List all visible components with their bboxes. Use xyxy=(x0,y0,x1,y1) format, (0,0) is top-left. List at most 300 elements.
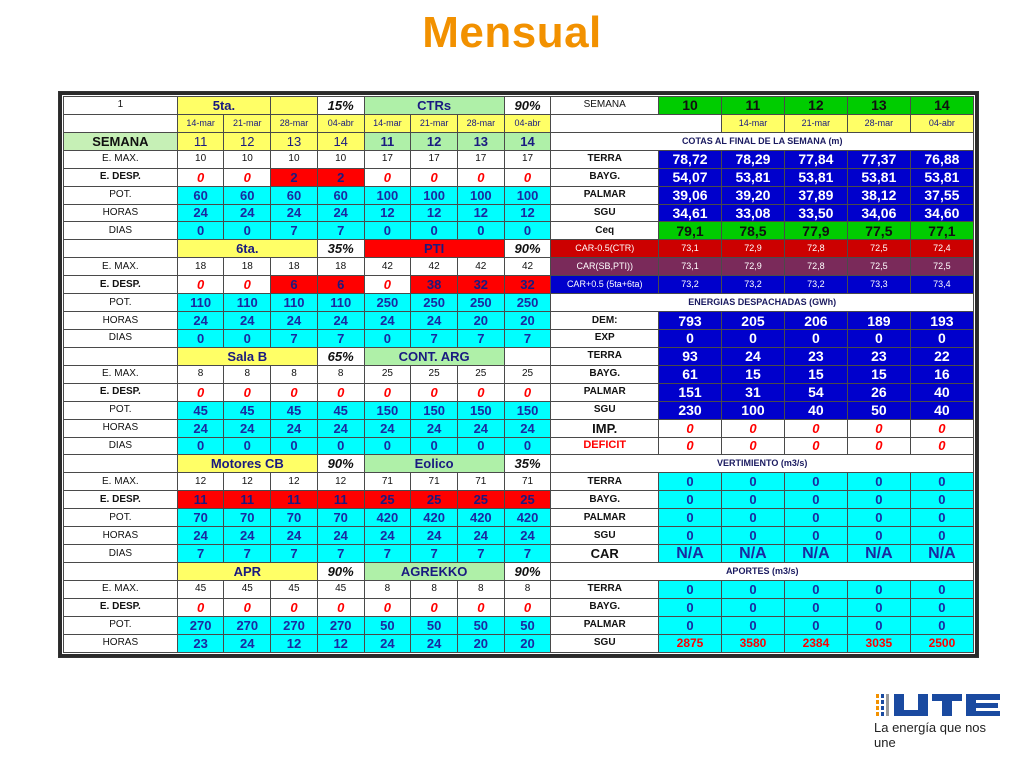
value-cell: 250 xyxy=(364,294,411,312)
row-label: E. MAX. xyxy=(64,258,178,276)
value-cell: 18 xyxy=(271,258,318,276)
value-cell: 17 xyxy=(364,150,411,168)
value-cell: 110 xyxy=(317,294,364,312)
row-label: E. DESP. xyxy=(64,598,178,616)
metric-value: 50 xyxy=(847,401,910,419)
value-cell: 7 xyxy=(411,329,458,347)
metric-value: 0 xyxy=(659,419,722,437)
metric-value: 0 xyxy=(910,419,973,437)
metric-value: 0 xyxy=(659,598,722,616)
metric-value: 0 xyxy=(721,473,784,491)
metric-value: 189 xyxy=(847,312,910,330)
value-cell: 24 xyxy=(224,634,271,652)
metric-value: 15 xyxy=(721,365,784,383)
value-cell: 24 xyxy=(317,419,364,437)
metric-value: 2500 xyxy=(910,634,973,652)
value-cell: 24 xyxy=(364,312,411,330)
metric-value: 37,89 xyxy=(784,186,847,204)
metric-value: 0 xyxy=(910,527,973,545)
value-cell: 0 xyxy=(317,437,364,455)
value-cell: 20 xyxy=(457,312,504,330)
metric-label: SGU xyxy=(551,634,659,652)
value-cell: 7 xyxy=(457,329,504,347)
date-cell: 21-mar xyxy=(224,114,271,132)
date-cell: 28-mar xyxy=(271,114,318,132)
section-label: APR xyxy=(177,562,317,580)
metric-value: 0 xyxy=(659,509,722,527)
metric-value: 0 xyxy=(659,580,722,598)
value-cell: 0 xyxy=(504,383,551,401)
metric-label: TERRA xyxy=(551,347,659,365)
brand-tagline: La energía que nos une xyxy=(874,720,987,750)
value-cell: 0 xyxy=(457,598,504,616)
value-cell: 150 xyxy=(504,401,551,419)
value-cell: 0 xyxy=(224,168,271,186)
value-cell: 270 xyxy=(177,616,224,634)
metric-value: 0 xyxy=(784,527,847,545)
week-cell: 12 xyxy=(224,132,271,150)
table-row xyxy=(64,437,974,455)
value-cell: 20 xyxy=(504,312,551,330)
section-label: AGREKKO xyxy=(364,562,504,580)
table-row xyxy=(64,150,974,168)
metric-value: 72,5 xyxy=(910,258,973,276)
value-cell: 100 xyxy=(411,186,458,204)
metric-value: 0 xyxy=(910,616,973,634)
value-cell: 24 xyxy=(177,419,224,437)
week-cell: 11 xyxy=(364,132,411,150)
metric-value: 2875 xyxy=(659,634,722,652)
value-cell: 12 xyxy=(224,473,271,491)
value-cell: 42 xyxy=(411,258,458,276)
metric-value: 0 xyxy=(721,419,784,437)
value-cell: 24 xyxy=(411,312,458,330)
value-cell: 32 xyxy=(504,276,551,294)
value-cell: 18 xyxy=(177,258,224,276)
table-row xyxy=(64,240,974,258)
metric-value: 0 xyxy=(910,598,973,616)
section-label: Sala B xyxy=(177,347,317,365)
value-cell: 420 xyxy=(364,509,411,527)
metric-value: 72,5 xyxy=(847,258,910,276)
value-cell: 24 xyxy=(504,527,551,545)
value-cell: 110 xyxy=(271,294,318,312)
value-cell: 8 xyxy=(457,580,504,598)
value-cell: 7 xyxy=(411,545,458,563)
value-cell: 25 xyxy=(411,491,458,509)
row-label: E. MAX. xyxy=(64,580,178,598)
blank xyxy=(64,562,178,580)
metric-value: 53,81 xyxy=(910,168,973,186)
table-row xyxy=(64,491,974,509)
section-fill xyxy=(271,97,318,115)
metric-value: 0 xyxy=(847,580,910,598)
week-cell: 11 xyxy=(177,132,224,150)
week-header: 11 xyxy=(721,97,784,115)
value-cell: 24 xyxy=(457,419,504,437)
value-cell: 7 xyxy=(317,545,364,563)
metric-value: 0 xyxy=(721,329,784,347)
value-cell: 100 xyxy=(364,186,411,204)
date-cell: 14-mar xyxy=(721,114,784,132)
week-header: 12 xyxy=(784,97,847,115)
section-percent: 35% xyxy=(317,240,364,258)
value-cell: 60 xyxy=(317,186,364,204)
date-cell: 28-mar xyxy=(847,114,910,132)
value-cell: 0 xyxy=(271,437,318,455)
value-cell: 25 xyxy=(364,365,411,383)
value-cell: 24 xyxy=(224,204,271,222)
table-row xyxy=(64,545,974,563)
metric-label: EXP xyxy=(551,329,659,347)
metric-value: 53,81 xyxy=(721,168,784,186)
value-cell: 24 xyxy=(364,527,411,545)
value-cell: 50 xyxy=(504,616,551,634)
value-cell: 11 xyxy=(177,491,224,509)
table-row xyxy=(64,114,974,132)
value-cell: 7 xyxy=(504,329,551,347)
metric-label: IMP. xyxy=(551,419,659,437)
value-cell: 25 xyxy=(457,491,504,509)
section-percent xyxy=(504,347,551,365)
date-cell: 21-mar xyxy=(784,114,847,132)
section-label: 6ta. xyxy=(177,240,317,258)
metric-label: TERRA xyxy=(551,580,659,598)
row-label: E. DESP. xyxy=(64,168,178,186)
value-cell: 0 xyxy=(411,383,458,401)
section-percent: 90% xyxy=(504,240,551,258)
metric-value: 79,1 xyxy=(659,222,722,240)
metric-label: CAR(SB,PTI)) xyxy=(551,258,659,276)
value-cell: 8 xyxy=(271,365,318,383)
section-label: PTI xyxy=(364,240,504,258)
row-label: POT. xyxy=(64,401,178,419)
value-cell: 270 xyxy=(271,616,318,634)
value-cell: 270 xyxy=(224,616,271,634)
table-row xyxy=(64,258,974,276)
metric-value: 73,2 xyxy=(784,276,847,294)
value-cell: 24 xyxy=(411,634,458,652)
metric-value: 0 xyxy=(847,616,910,634)
value-cell: 24 xyxy=(271,204,318,222)
value-cell: 0 xyxy=(364,329,411,347)
table-row xyxy=(64,401,974,419)
row-label: POT. xyxy=(64,186,178,204)
metric-value: 0 xyxy=(659,616,722,634)
value-cell: 0 xyxy=(411,437,458,455)
value-cell: 7 xyxy=(224,545,271,563)
table-row xyxy=(64,473,974,491)
blank xyxy=(64,347,178,365)
semana-label: SEMANA xyxy=(551,97,659,115)
row-label: HORAS xyxy=(64,634,178,652)
metric-value: 0 xyxy=(847,598,910,616)
row-label: DIAS xyxy=(64,545,178,563)
metric-label: PALMAR xyxy=(551,186,659,204)
metric-value: 22 xyxy=(910,347,973,365)
section-percent: 90% xyxy=(504,562,551,580)
table-row xyxy=(64,276,974,294)
value-cell: 45 xyxy=(271,401,318,419)
table-row xyxy=(64,132,974,150)
metric-value: 72,5 xyxy=(847,240,910,258)
metric-value: 0 xyxy=(784,616,847,634)
value-cell: 150 xyxy=(457,401,504,419)
table-row xyxy=(64,365,974,383)
table-row xyxy=(64,186,974,204)
value-cell: 23 xyxy=(177,634,224,652)
metric-value: 40 xyxy=(910,383,973,401)
metric-value: 0 xyxy=(784,437,847,455)
value-cell: 12 xyxy=(504,204,551,222)
section-label: CONT. ARG xyxy=(364,347,504,365)
value-cell: 17 xyxy=(504,150,551,168)
value-cell: 45 xyxy=(177,401,224,419)
value-cell: 24 xyxy=(317,312,364,330)
value-cell: 24 xyxy=(504,419,551,437)
metric-value: 39,06 xyxy=(659,186,722,204)
table-row xyxy=(64,204,974,222)
value-cell: 60 xyxy=(271,186,318,204)
week-cell: 13 xyxy=(271,132,318,150)
metric-value: 73,4 xyxy=(910,276,973,294)
metric-value: 0 xyxy=(721,509,784,527)
metric-label: CAR+0.5 (5ta+6ta) xyxy=(551,276,659,294)
aportes-title: APORTES (m3/s) xyxy=(551,562,974,580)
metric-value: 0 xyxy=(659,329,722,347)
metric-value: 23 xyxy=(847,347,910,365)
metric-value: 76,88 xyxy=(910,150,973,168)
date-cell: 21-mar xyxy=(411,114,458,132)
value-cell: 0 xyxy=(317,598,364,616)
metric-value: 0 xyxy=(910,580,973,598)
metric-value: 0 xyxy=(910,437,973,455)
value-cell: 70 xyxy=(177,509,224,527)
week-cell: 13 xyxy=(457,132,504,150)
value-cell: 45 xyxy=(177,580,224,598)
value-cell: 8 xyxy=(224,365,271,383)
spreadsheet xyxy=(58,91,979,658)
value-cell: 6 xyxy=(271,276,318,294)
value-cell: 0 xyxy=(224,598,271,616)
row-label: HORAS xyxy=(64,204,178,222)
metric-value: 53,81 xyxy=(847,168,910,186)
metric-label: TERRA xyxy=(551,150,659,168)
metric-value: 72,9 xyxy=(721,258,784,276)
value-cell: 8 xyxy=(364,580,411,598)
metric-value: 3035 xyxy=(847,634,910,652)
value-cell: 420 xyxy=(411,509,458,527)
value-cell: 0 xyxy=(457,437,504,455)
metric-value: N/A xyxy=(784,545,847,563)
metric-value: 73,1 xyxy=(659,258,722,276)
value-cell: 42 xyxy=(364,258,411,276)
value-cell: 24 xyxy=(364,419,411,437)
value-cell: 71 xyxy=(364,473,411,491)
metric-label: TERRA xyxy=(551,473,659,491)
value-cell: 24 xyxy=(224,312,271,330)
metric-value: 77,84 xyxy=(784,150,847,168)
metric-value: 40 xyxy=(784,401,847,419)
value-cell: 11 xyxy=(317,491,364,509)
blank xyxy=(64,240,178,258)
metric-value: 39,20 xyxy=(721,186,784,204)
metric-value: 23 xyxy=(784,347,847,365)
value-cell: 45 xyxy=(317,580,364,598)
value-cell: 0 xyxy=(504,168,551,186)
metric-value: 0 xyxy=(784,491,847,509)
value-cell: 7 xyxy=(271,329,318,347)
value-cell: 24 xyxy=(224,419,271,437)
metric-label: BAYG. xyxy=(551,491,659,509)
metric-value: 78,5 xyxy=(721,222,784,240)
metric-label: PALMAR xyxy=(551,616,659,634)
metric-label: SGU xyxy=(551,204,659,222)
metric-value: 0 xyxy=(910,473,973,491)
metric-label: BAYG. xyxy=(551,598,659,616)
metric-value: 77,5 xyxy=(847,222,910,240)
metric-value: 0 xyxy=(847,419,910,437)
metric-value: 0 xyxy=(659,437,722,455)
metric-value: 72,4 xyxy=(910,240,973,258)
metric-label: SGU xyxy=(551,527,659,545)
metric-value: 205 xyxy=(721,312,784,330)
row-label: POT. xyxy=(64,294,178,312)
table-row xyxy=(64,509,974,527)
value-cell: 0 xyxy=(457,222,504,240)
metric-value: 34,06 xyxy=(847,204,910,222)
week-header: 10 xyxy=(659,97,722,115)
table-row xyxy=(64,168,974,186)
value-cell: 0 xyxy=(504,222,551,240)
value-cell: 0 xyxy=(271,598,318,616)
value-cell: 0 xyxy=(364,598,411,616)
section-percent: 90% xyxy=(317,562,364,580)
value-cell: 0 xyxy=(317,383,364,401)
row-label: DIAS xyxy=(64,222,178,240)
metric-value: 0 xyxy=(784,580,847,598)
metric-value: 0 xyxy=(659,473,722,491)
value-cell: 150 xyxy=(411,401,458,419)
metric-value: 73,2 xyxy=(659,276,722,294)
row-label: E. DESP. xyxy=(64,276,178,294)
value-cell: 12 xyxy=(317,634,364,652)
value-cell: 70 xyxy=(317,509,364,527)
value-cell: 0 xyxy=(177,437,224,455)
vertimiento-title: VERTIMIENTO (m3/s) xyxy=(551,455,974,473)
value-cell: 12 xyxy=(364,204,411,222)
metric-value: 0 xyxy=(847,437,910,455)
table-row xyxy=(64,383,974,401)
value-cell: 70 xyxy=(271,509,318,527)
value-cell: 7 xyxy=(457,545,504,563)
metric-label: BAYG. xyxy=(551,365,659,383)
value-cell: 7 xyxy=(364,545,411,563)
value-cell: 2 xyxy=(317,168,364,186)
date-cell: 04-abr xyxy=(504,114,551,132)
week-cell: 12 xyxy=(411,132,458,150)
value-cell: 20 xyxy=(504,634,551,652)
value-cell: 71 xyxy=(411,473,458,491)
metric-label: BAYG. xyxy=(551,168,659,186)
value-cell: 8 xyxy=(411,580,458,598)
section-label: Motores CB xyxy=(177,455,317,473)
blank xyxy=(64,455,178,473)
row-index: 1 xyxy=(64,97,178,115)
metric-value: 2384 xyxy=(784,634,847,652)
row-label: E. MAX. xyxy=(64,473,178,491)
value-cell: 6 xyxy=(317,276,364,294)
value-cell: 150 xyxy=(364,401,411,419)
metric-value: 151 xyxy=(659,383,722,401)
value-cell: 12 xyxy=(271,634,318,652)
metric-value: 0 xyxy=(721,437,784,455)
section-percent: 90% xyxy=(504,97,551,115)
value-cell: 42 xyxy=(457,258,504,276)
metric-value: 0 xyxy=(847,527,910,545)
metric-value: 37,55 xyxy=(910,186,973,204)
value-cell: 7 xyxy=(271,545,318,563)
value-cell: 25 xyxy=(504,365,551,383)
value-cell: 32 xyxy=(457,276,504,294)
value-cell: 0 xyxy=(177,276,224,294)
metric-value: 54,07 xyxy=(659,168,722,186)
value-cell: 24 xyxy=(317,204,364,222)
value-cell: 25 xyxy=(364,491,411,509)
date-cell: 04-abr xyxy=(317,114,364,132)
value-cell: 18 xyxy=(317,258,364,276)
table-row xyxy=(64,222,974,240)
value-cell: 24 xyxy=(271,527,318,545)
metric-value: 73,3 xyxy=(847,276,910,294)
row-label: POT. xyxy=(64,616,178,634)
row-label: HORAS xyxy=(64,419,178,437)
value-cell: 0 xyxy=(177,383,224,401)
metric-label: CAR xyxy=(551,545,659,563)
value-cell: 0 xyxy=(457,168,504,186)
table-row xyxy=(64,329,974,347)
section-label: 5ta. xyxy=(177,97,270,115)
metric-label: SGU xyxy=(551,401,659,419)
metric-value: 15 xyxy=(847,365,910,383)
row-label: E. DESP. xyxy=(64,383,178,401)
value-cell: 420 xyxy=(457,509,504,527)
value-cell: 24 xyxy=(177,312,224,330)
section-percent: 35% xyxy=(504,455,551,473)
value-cell: 24 xyxy=(457,527,504,545)
metric-value: 34,60 xyxy=(910,204,973,222)
metric-value: 0 xyxy=(721,616,784,634)
value-cell: 24 xyxy=(177,527,224,545)
value-cell: 0 xyxy=(224,383,271,401)
metric-value: 206 xyxy=(784,312,847,330)
metric-value: 93 xyxy=(659,347,722,365)
data-table xyxy=(63,96,974,653)
section-label: Eolico xyxy=(364,455,504,473)
value-cell: 0 xyxy=(177,329,224,347)
value-cell: 50 xyxy=(364,616,411,634)
metric-value: 72,8 xyxy=(784,240,847,258)
value-cell: 0 xyxy=(411,598,458,616)
metric-value: 3580 xyxy=(721,634,784,652)
value-cell: 0 xyxy=(177,168,224,186)
value-cell: 71 xyxy=(457,473,504,491)
metric-value: 33,50 xyxy=(784,204,847,222)
row-label: E. DESP. xyxy=(64,491,178,509)
metric-value: 0 xyxy=(784,329,847,347)
metric-value: 0 xyxy=(910,329,973,347)
value-cell: 0 xyxy=(411,222,458,240)
